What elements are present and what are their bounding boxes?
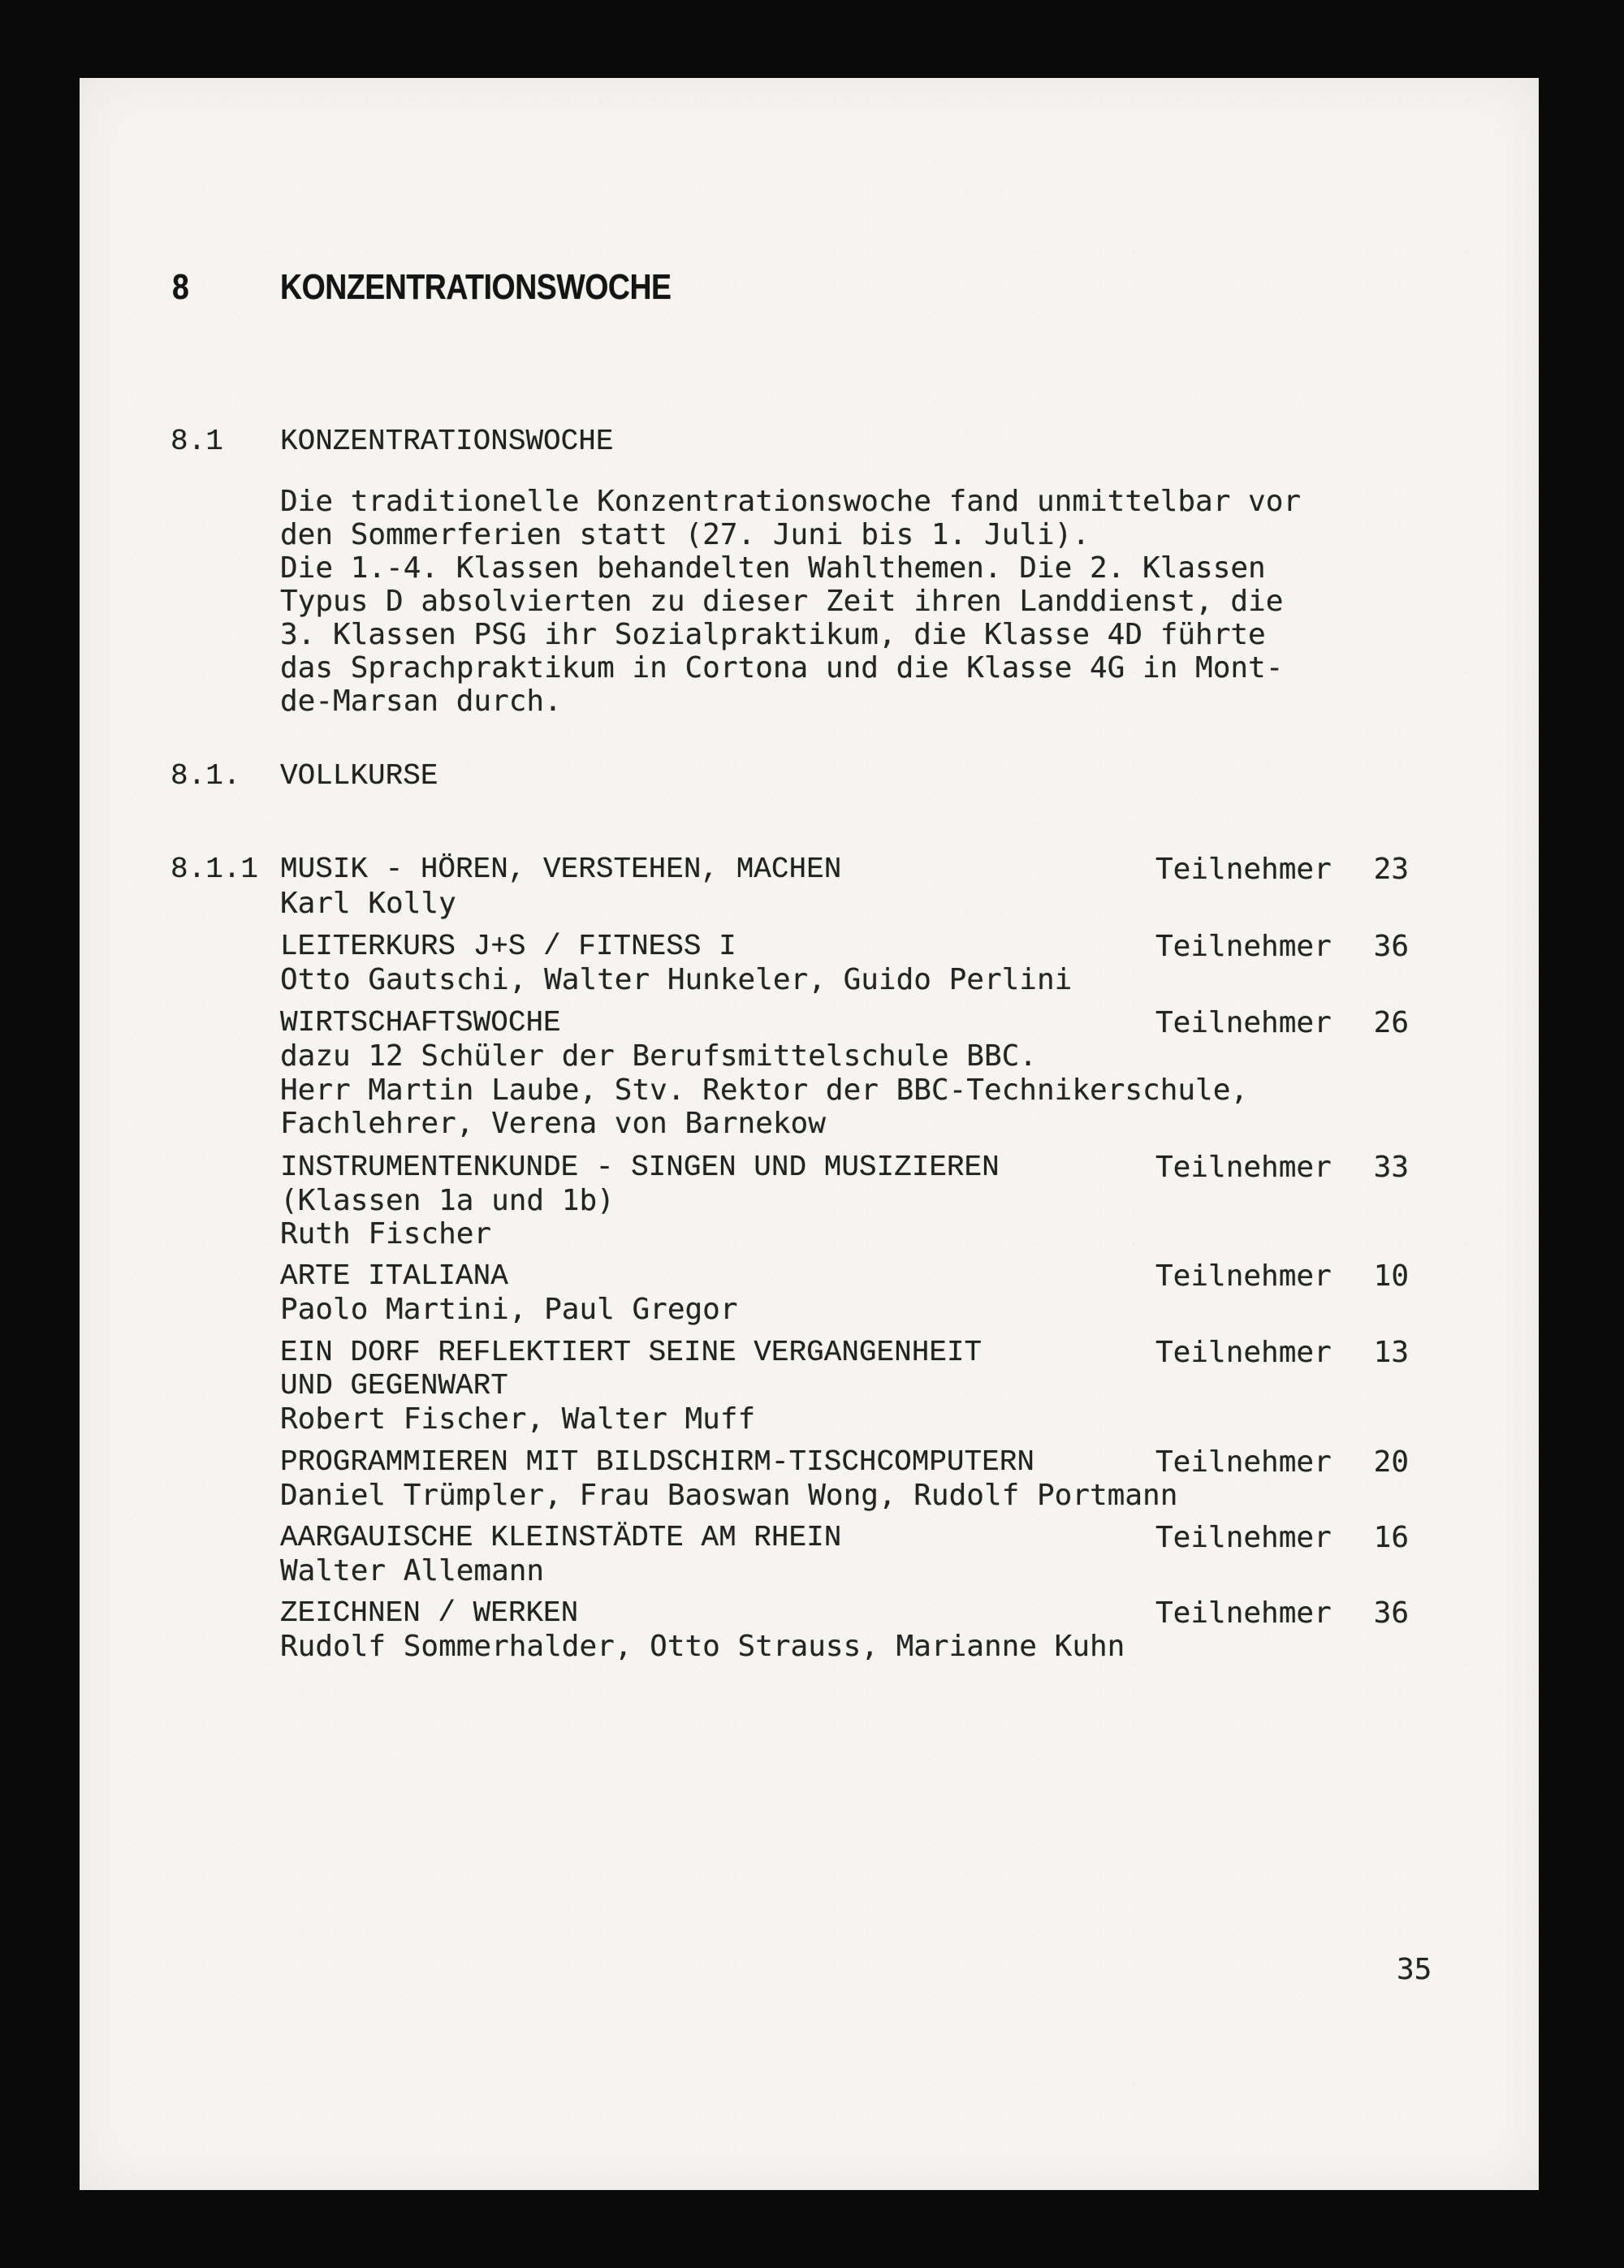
participants-count: 33 — [1373, 1151, 1409, 1184]
participants-count: 26 — [1373, 1006, 1409, 1039]
chapter-number: 8 — [172, 267, 189, 307]
course-title: AARGAUISCHE KLEINSTÄDTE AM RHEIN — [280, 1521, 842, 1554]
course-title: INSTRUMENTENKUNDE - SINGEN UND MUSIZIEREN — [280, 1151, 1000, 1184]
paragraph-line: Die traditionelle Konzentrationswoche fand unmittelbar vor — [280, 485, 1302, 518]
paragraph-line: den Sommerferien statt (27. Juni bis 1. Juli). — [280, 518, 1090, 551]
course-detail-line: Paolo Martini, Paul Gregor — [280, 1293, 738, 1326]
course-detail-line: Daniel Trümpler, Frau Baoswan Wong, Rudolf Portmann — [280, 1479, 1178, 1512]
course-detail-line: Otto Gautschi, Walter Hunkeler, Guido Perlini — [280, 963, 1073, 996]
course-title-continued: UND GEGENWART — [280, 1369, 508, 1402]
participants-label: Teilnehmer — [1155, 1259, 1332, 1293]
participants-count: 36 — [1373, 1596, 1409, 1630]
paragraph-line: Typus D absolvierten zu dieser Zeit ihren Landdienst, die — [280, 585, 1284, 618]
course-detail-line: Robert Fischer, Walter Muff — [280, 1402, 756, 1436]
course-detail-line: dazu 12 Schüler der Berufsmittelschule BBC. — [280, 1039, 1037, 1073]
course-title: PROGRAMMIEREN MIT BILDSCHIRM-TISCHCOMPUTERN — [280, 1445, 1034, 1479]
chapter-title: KONZENTRATIONSWOCHE — [280, 267, 672, 307]
participants-count: 10 — [1373, 1259, 1409, 1293]
course-title: EIN DORF REFLEKTIERT SEINE VERGANGENHEIT — [280, 1336, 983, 1369]
course-detail-line: Rudolf Sommerhalder, Otto Strauss, Marianne Kuhn — [280, 1630, 1125, 1663]
participants-count: 16 — [1373, 1521, 1409, 1554]
participants-label: Teilnehmer — [1155, 1006, 1332, 1039]
page-number: 35 — [1397, 1953, 1432, 1986]
participants-count: 36 — [1373, 930, 1409, 963]
course-title: WIRTSCHAFTSWOCHE — [280, 1006, 561, 1039]
participants-label: Teilnehmer — [1155, 1151, 1332, 1184]
course-detail-line: (Klassen 1a und 1b) — [280, 1184, 615, 1217]
course-detail-line: Walter Allemann — [280, 1554, 545, 1588]
section-title: KONZENTRATIONSWOCHE — [280, 425, 614, 458]
course-title: LEITERKURS J+S / FITNESS I — [280, 930, 736, 963]
paragraph-line: de-Marsan durch. — [280, 685, 562, 718]
participants-count: 20 — [1373, 1445, 1409, 1479]
subsection-title: VOLLKURSE — [280, 759, 438, 793]
course-number: 8.1.1 — [171, 853, 259, 886]
subsection-number: 8.1. — [171, 759, 241, 793]
participants-count: 13 — [1373, 1336, 1409, 1369]
participants-count: 23 — [1373, 853, 1409, 886]
course-detail-line: Ruth Fischer — [280, 1217, 492, 1251]
course-title: MUSIK - HÖREN, VERSTEHEN, MACHEN — [280, 853, 842, 886]
course-detail-line: Karl Kolly — [280, 887, 456, 920]
course-title: ARTE ITALIANA — [280, 1259, 508, 1293]
paragraph-line: 3. Klassen PSG ihr Sozialpraktikum, die Klasse 4D führte — [280, 618, 1266, 651]
participants-label: Teilnehmer — [1155, 930, 1332, 963]
paragraph-line: das Sprachpraktikum in Cortona und die Klasse 4G in Mont- — [280, 651, 1284, 685]
participants-label: Teilnehmer — [1155, 1336, 1332, 1369]
course-detail-line: Fachlehrer, Verena von Barnekow — [280, 1107, 826, 1140]
course-detail-line: Herr Martin Laube, Stv. Rektor der BBC-Technikerschule, — [280, 1074, 1249, 1107]
participants-label: Teilnehmer — [1155, 1521, 1332, 1554]
participants-label: Teilnehmer — [1155, 1596, 1332, 1630]
section-number: 8.1 — [171, 425, 223, 458]
participants-label: Teilnehmer — [1155, 1445, 1332, 1479]
paragraph-line: Die 1.-4. Klassen behandelten Wahlthemen. Die 2. Klassen — [280, 551, 1266, 585]
document-page — [80, 78, 1539, 2190]
course-title: ZEICHNEN / WERKEN — [280, 1596, 579, 1630]
participants-label: Teilnehmer — [1155, 853, 1332, 886]
